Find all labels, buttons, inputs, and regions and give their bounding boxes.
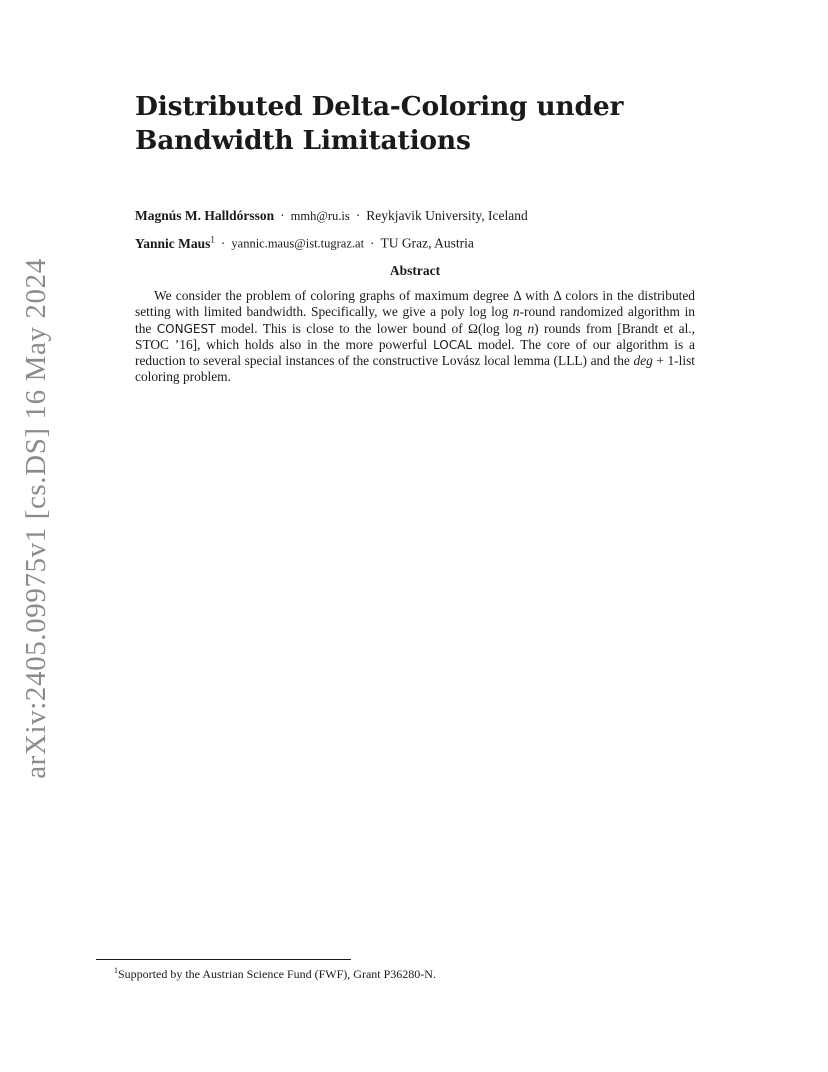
author-line-2 <box>135 228 735 256</box>
footnote-text: Supported by the Austrian Science Fund (FWF), Grant P36280-N. <box>118 967 436 981</box>
footnote <box>114 963 714 982</box>
author-email: yannic.maus@ist.tugraz.at <box>231 236 365 251</box>
abstract-heading: Abstract <box>389 263 441 278</box>
author-affiliation: TU Graz, Austria <box>380 235 474 251</box>
author-block <box>135 204 735 256</box>
abstract-body: We consider the problem of coloring graphs of maximum degree Δ with Δ colors in the distributed setting with limited bandwidth. Specifically, we give a poly log log n-round randomized algorithm in the CONGEST model. This is close to the lower bound of Ω(log log n) rounds from [Brandt et al., STOC ’16], which holds also in the more powerful LOCAL model. The core of our algorithm is a reduction to several special instances of the constructive Lovász local lemma (LLL) and the deg + 1-list coloring problem. <box>135 288 696 385</box>
footnote-rule <box>96 959 351 960</box>
arxiv-identifier-stamp <box>14 257 58 779</box>
author-name: Yannic Maus$^1$ <box>135 234 215 251</box>
footnote-marker: 1 <box>210 234 215 244</box>
congest-model-name: CONGEST <box>156 321 216 336</box>
separator: · <box>220 235 226 251</box>
author-name: Magnús M. Halldórsson <box>135 208 275 223</box>
separator: · <box>280 208 285 223</box>
paper-title <box>135 90 695 158</box>
author-line-1 <box>135 204 735 228</box>
paper-title-line-1: Distributed Delta-Coloring under <box>135 91 624 122</box>
author-email: mmh@ru.is <box>290 209 350 223</box>
footnote-mark: 1 <box>114 966 118 975</box>
separator: · <box>355 208 361 223</box>
local-model-name: LOCAL <box>433 337 472 352</box>
author-affiliation: Reykjavik University, Iceland <box>366 208 528 223</box>
separator: · <box>370 235 375 251</box>
arxiv-identifier-text: arXiv:2405.09975v1 [cs.DS] 16 May 2024 <box>19 257 52 779</box>
paper-title-line-2: Bandwidth Limitations <box>135 125 471 156</box>
